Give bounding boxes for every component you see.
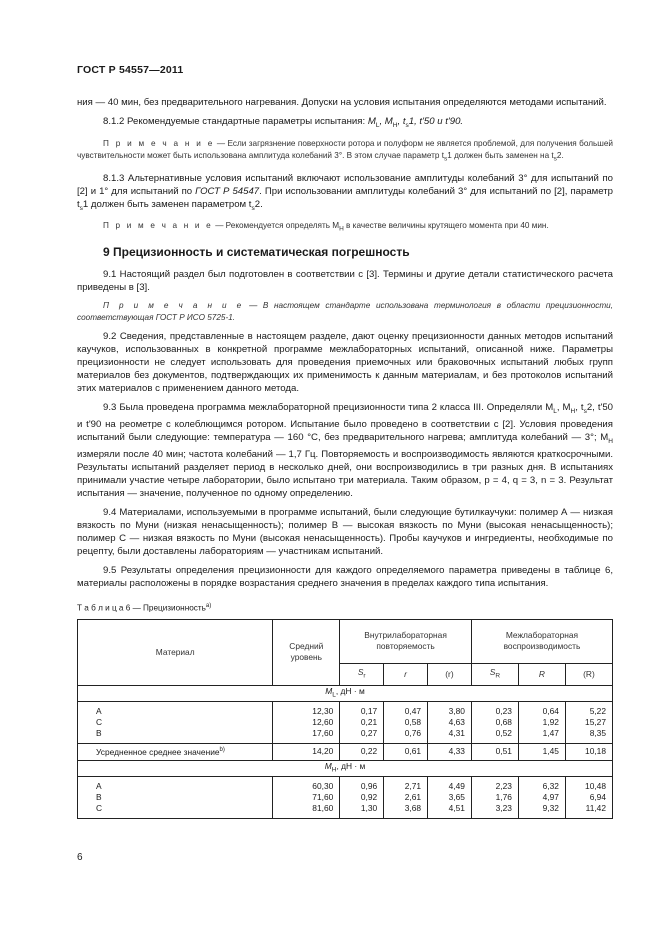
paragraph-8-1-3: 8.1.3 Альтернативные условия испытаний включают использование амплитуды колебаний 3° для испытаний по [2] и 1° для испытаний по ГОСТ Р 54547. При использовании амплитуды колебаний 3° для испытаний по [2], параметр $t_s1$ должен быть заменен параметром $t_s2$. [77,172,613,212]
R-cell: 0,64 1,92 1,47 [518,701,565,743]
table-caption: Т а б л и ц а 6 — Прецизионность$^{а)}$ [77,602,212,613]
table-row-group-ml [78,701,613,743]
material-cell: А В С [78,776,273,818]
section-9-title: 9 Прецизионность и систематическая погрешность [103,245,410,260]
document-header: ГОСТ Р 54557—2011 [77,64,184,76]
R-rel-cell: 10,48 6,94 11,42 [565,776,612,818]
paragraph-continuation: ния — 40 мин, без предварительного нагревания. Допуски на условия испытания определяются методами испытаний. [77,97,607,108]
precision-table [77,619,613,819]
avg-mean: 14,20 [273,743,340,760]
section-row-mh [78,760,613,776]
mean-cell: 60,30 71,60 81,60 [273,776,340,818]
paragraph-9-2: 9.2 Сведения, представленные в настоящем разделе, дают оценку прецизионности данных методов испытаний каучуков, использованных в конкретной программе межлабораторных испытаний, описанной ниже. Параметры прецизионности не следует использовать для проведения приемочных или браковочных испытаний любых групп материалов без документов, подтверждающих их применимость к данным материалам, и без протоколов испытаний этих материалов с применением данного метода. [77,331,613,395]
header-R: R [518,663,565,685]
page-number: 6 [77,852,83,863]
sR-cell: 2,23 1,76 3,23 [471,776,518,818]
header-sR: $S_R$ [471,663,518,685]
header-reproducibility: Межлабораторная воспроизводимость [471,619,612,663]
header-r-rel: (r) [428,663,472,685]
section-title-mh: $M_H$, дН · м [78,760,613,776]
paragraph-9-5: 9.5 Результаты определения прецизионности для каждого определяемого параметра приведены в таблице 6, материалы расположены в порядке возрастания среднего значения в пределах каждого типа испытания. [77,564,613,589]
avg-r: 0,61 [384,743,428,760]
note-2: П р и м е ч а н и е — Рекомендуется определять $M_H$ в качестве величины крутящего момента при 40 мин. [103,221,549,234]
header-R-rel: (R) [565,663,612,685]
paragraph-8-1-2: 8.1.2 Рекомендуемые стандартные параметры испытания: $M_L$, $M_H$, $t_s1$, t'50 и t'90. [103,116,464,129]
paragraph-9-4: 9.4 Материалами, используемыми в программе испытаний, были следующие бутилкаучуки: полимер А — низкая вязкость по Муни (низкая ненасыщенность); полимер В — высокая вязкость по Муни (высокая ненасыщенность); полимер С — низкая вязкость по Муни (высокая ненасыщенность). Пробы каучуков и ингредиенты, необходимые по рецепту, были доставлены лабораториям — участникам испытаний. [77,506,613,557]
sR-cell: 0,23 0,68 0,52 [471,701,518,743]
mean-cell: 12,30 12,60 17,60 [273,701,340,743]
material-cell: А С В [78,701,273,743]
section-title-ml: $M_L$, дН · м [78,685,613,701]
note-3: П р и м е ч а н и е — В настоящем стандарте использована терминология в области прецизионности, соответствующая ГОСТ Р ИСО 5725-1. [77,301,613,323]
paragraph-9-3: 9.3 Была проведена программа межлабораторной прецизионности типа 2 класса III. Определяли $M_L$, $M_H$, $t_s2$, t'50 и t'90 на реометре с колеблющимся ротором. Испытание было проведено в соответствии с [2]. Условия проведения испытаний были следующие: температура — 160 °С, без предварительного нагрева; амплитуда колебаний — 3°; $M_H$ измеряли после 40 мин; частота колебаний — 1,7 Гц. Повторяемость и воспроизводимость являются краткосрочными. Результаты испытаний разделяет период в несколько дней, они воспроизводились в три разных дня. В испытаниях принимали участие четыре лаборатории, было испытано три материала. Таким образом, p = 4, q = 3, n = 3. Результат испытания — значение, полученное по одному определению. [77,402,613,499]
r-rel-cell: 4,49 3,65 4,51 [428,776,472,818]
r-cell: 2,71 2,61 3,68 [384,776,428,818]
average-row [78,743,613,760]
average-label: Усредненное среднее значение$^{b)}$ [78,743,273,760]
header-repeatability: Внутрилабораторная повторяемость [340,619,472,663]
avg-R: 1,45 [518,743,565,760]
sr-cell: 0,96 0,92 1,30 [340,776,384,818]
document-body [77,96,613,819]
r-rel-cell: 3,80 4,63 4,31 [428,701,472,743]
header-material: Материал [78,619,273,685]
note-1: П р и м е ч а н и е — Если загрязнение поверхности ротора и полуформ не является проблемой, для получения большей чувствительности может быть использована амплитуда колебаний 3°. В этом случае параметр $t_s1$ должен быть заменен на $t_s2$. [77,138,613,163]
R-cell: 6,32 4,97 9,32 [518,776,565,818]
paragraph-9-1: 9.1 Настоящий раздел был подготовлен в соответствии с [3]. Термины и другие детали статистического расчета приведены в [3]. [77,269,613,294]
avg-sR: 0,51 [471,743,518,760]
header-sr: $S_r$ [340,663,384,685]
header-r: r [384,663,428,685]
avg-sr: 0,22 [340,743,384,760]
r-cell: 0,47 0,58 0,76 [384,701,428,743]
avg-r-rel: 4,33 [428,743,472,760]
header-mean-level: Средний уровень [273,619,340,685]
sr-cell: 0,17 0,21 0,27 [340,701,384,743]
R-rel-cell: 5,22 15,27 8,35 [565,701,612,743]
section-row-ml [78,685,613,701]
avg-R-rel: 10,18 [565,743,612,760]
table-row-group-mh [78,776,613,818]
